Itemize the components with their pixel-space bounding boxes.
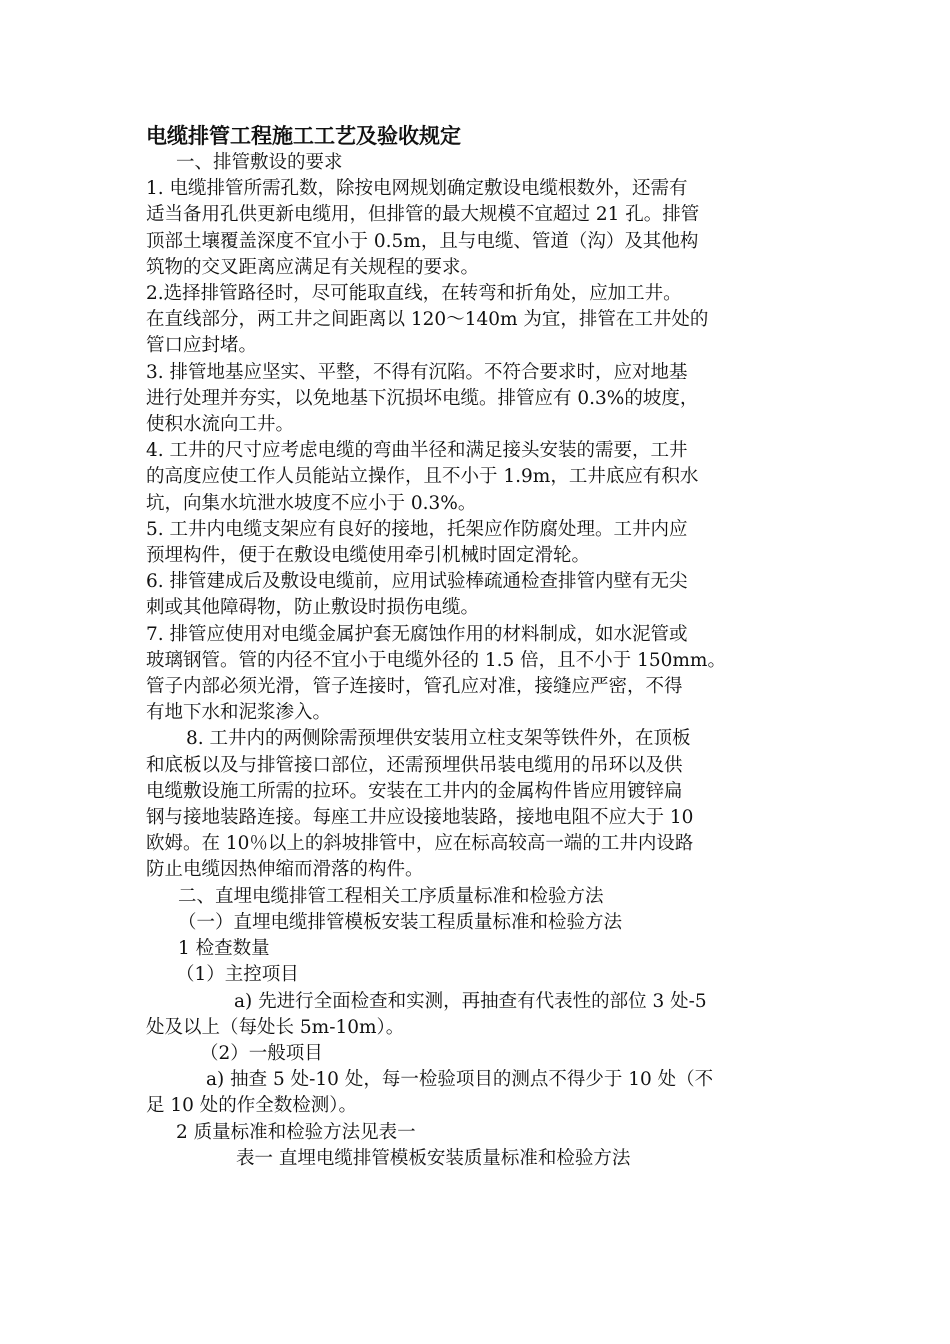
paragraph-line: 和底板以及与排管接口部位，还需预埋供吊装电缆用的吊环以及供 — [146, 754, 683, 776]
paragraph-line: 电缆敷设施工所需的拉环。安装在工井内的金属构件皆应用镀锌扁 — [146, 780, 683, 802]
paragraph-line: 刺或其他障碍物，防止敷设时损伤电缆。 — [146, 597, 480, 619]
section-heading: 一、排管敷设的要求 — [176, 152, 343, 173]
document-body — [146, 150, 806, 1172]
paragraph-line: 5. 工井内电缆支架应有良好的接地，托架应作防腐处理。工井内应 — [146, 518, 688, 540]
table-caption: 表一 直埋电缆排管模板安装质量标准和检验方法 — [236, 1147, 631, 1169]
paragraph-line: 在直线部分，两工井之间距离以 120～140m 为宜，排管在工井处的 — [146, 309, 709, 331]
paragraph-line: 坑，向集水坑泄水坡度不应小于 0.3%。 — [146, 492, 477, 514]
paragraph-line: a) 先进行全面检查和实测，再抽查有代表性的部位 3 处-5 — [234, 990, 707, 1012]
paragraph-line: 足 10 处的作全数检测）。 — [146, 1095, 358, 1117]
paragraph-line: 的高度应使工作人员能站立操作，且不小于 1.9m，工井底应有积水 — [146, 466, 699, 488]
paragraph-line: 4. 工井的尺寸应考虑电缆的弯曲半径和满足接头安装的需要，工井 — [146, 440, 688, 462]
section-heading: 二、直埋电缆排管工程相关工序质量标准和检验方法 — [178, 885, 604, 907]
paragraph-line: 顶部土壤覆盖深度不宜小于 0.5m，且与电缆、管道（沟）及其他构 — [146, 230, 699, 252]
paragraph-line: 6. 排管建成后及敷设电缆前，应用试验棒疏通检查排管内壁有无尖 — [146, 571, 688, 593]
paragraph-line: 钢与接地装路连接。每座工井应设接地装路，接地电阻不应大于 10 — [146, 807, 694, 829]
paragraph-line: 3. 排管地基应坚实、平整，不得有沉陷。不符合要求时，应对地基 — [146, 361, 688, 383]
item-heading: （2）一般项目 — [200, 1042, 323, 1064]
item-heading: 2 质量标准和检验方法见表一 — [176, 1121, 416, 1143]
paragraph-line: 管子内部必须光滑，管子连接时，管孔应对准，接缝应严密，不得 — [146, 676, 683, 698]
paragraph-line: 筑物的交叉距离应满足有关规程的要求。 — [146, 256, 480, 278]
paragraph-line: 管口应封堵。 — [146, 335, 258, 357]
paragraph-line: a) 抽查 5 处-10 处，每一检验项目的测点不得少于 10 处（不 — [206, 1069, 714, 1091]
paragraph-line: 8. 工井内的两侧除需预埋供安装用立柱支架等铁件外，在顶板 — [186, 728, 691, 750]
paragraph-line: 处及以上（每处长 5m-10m）。 — [146, 1016, 405, 1038]
paragraph-line: 7. 排管应使用对电缆金属护套无腐蚀作用的材料制成，如水泥管或 — [146, 623, 688, 645]
item-heading: 1 检查数量 — [178, 938, 270, 960]
paragraph-line: 有地下水和泥浆渗入。 — [146, 702, 332, 724]
paragraph-line: 适当备用孔供更新电缆用，但排管的最大规模不宜超过 21 孔。排管 — [146, 204, 700, 226]
subsection-heading: （一）直埋电缆排管模板安装工程质量标准和检验方法 — [178, 911, 623, 933]
paragraph-line: 使积水流向工井。 — [146, 414, 295, 436]
paragraph-line: 2.选择排管路径时，尽可能取直线，在转弯和折角处，应加工井。 — [146, 283, 682, 305]
paragraph-line: 1. 电缆排管所需孔数，除按电网规划确定敷设电缆根数外，还需有 — [146, 178, 688, 200]
paragraph-line: 欧姆。在 10％以上的斜坡排管中，应在标高较高一端的工井内设路 — [146, 833, 694, 855]
paragraph-line: 玻璃钢管。管的内径不宜小于电缆外径的 1.5 倍，且不小于 150mm。 — [146, 649, 726, 671]
item-heading: （1）主控项目 — [176, 964, 299, 986]
paragraph-line: 进行处理并夯实，以免地基下沉损坏电缆。排管应有 0.3%的坡度， — [146, 387, 699, 409]
paragraph-line: 防止电缆因热伸缩而滑落的构件。 — [146, 859, 424, 881]
document-title: 电缆排管工程施工工艺及验收规定 — [146, 124, 461, 148]
paragraph-line: 预埋构件，便于在敷设电缆使用牵引机械时固定滑轮。 — [146, 545, 591, 567]
